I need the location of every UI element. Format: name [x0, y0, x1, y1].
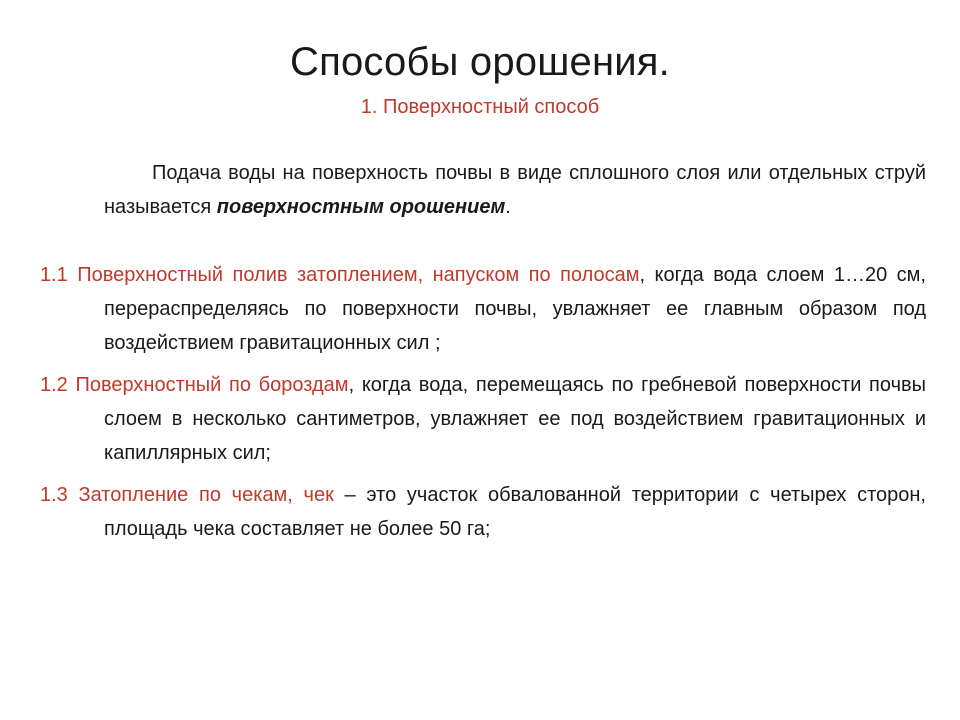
intro-text-before: Подача воды на поверхность почвы в виде сплошного слоя или отдельных струй называется — [104, 162, 926, 218]
slide-title: Способы орошения. — [290, 40, 670, 84]
list-item-highlight: 1.2 Поверхностный по бороздам — [40, 374, 349, 396]
list-item-text: – это участок обвалованной территории с четырех сторон, площадь чека составляет не более 50 га; — [104, 484, 926, 540]
intro-text-after: . — [505, 196, 511, 218]
list-item-1-3 — [40, 478, 926, 546]
slide-subtitle: 1. Поверхностный способ — [360, 96, 600, 118]
list-item-highlight: 1.1 Поверхностный полив затоплением, напуском по полосам — [40, 264, 640, 286]
list-item-1-2 — [40, 368, 926, 470]
list-item-1-1 — [40, 258, 926, 360]
list-item-highlight: 1.3 Затопление по чекам, чек — [40, 484, 334, 506]
list-item-text: , когда вода слоем 1…20 см, перераспределяясь по поверхности почвы, увлажняет ее главным образом под воздействием гравитационных сил ; — [104, 264, 926, 354]
intro-emphasis: поверхностным орошением — [216, 196, 506, 218]
list-item-text: , когда вода, перемещаясь по гребневой поверхности почвы слоем в несколько сантиметров, увлажняет ее под воздействием гравитационных и капиллярных сил; — [104, 374, 926, 464]
intro-paragraph — [40, 156, 926, 224]
slide-content — [40, 156, 926, 554]
